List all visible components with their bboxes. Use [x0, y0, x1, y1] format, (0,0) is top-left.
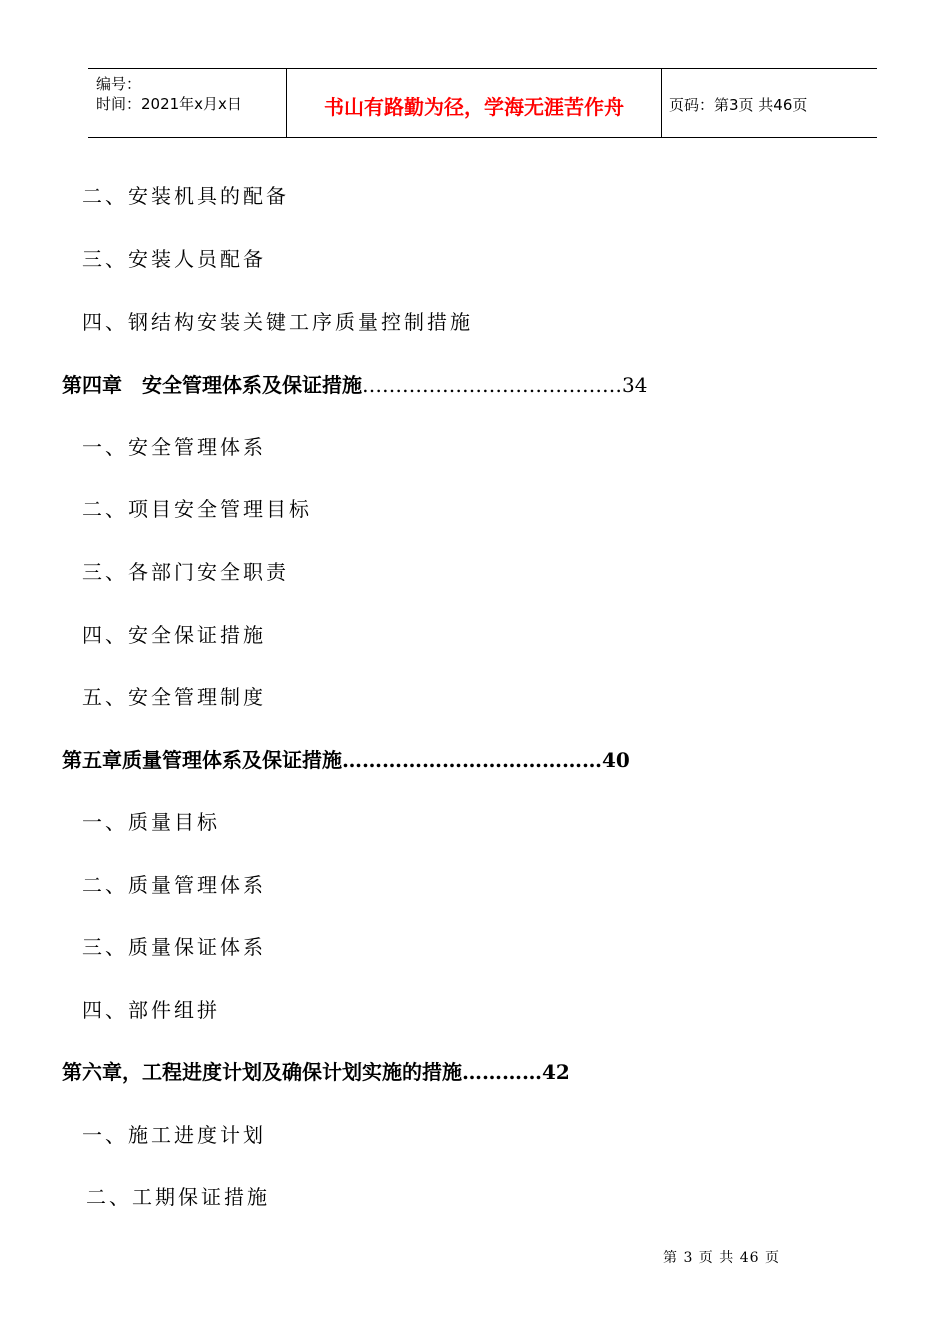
toc-item: 二、项目安全管理目标	[82, 497, 312, 521]
toc-chapter	[62, 1056, 570, 1085]
document-number-label: 编号：	[96, 75, 142, 93]
page-header	[88, 68, 877, 138]
header-page-cell	[661, 69, 877, 137]
toc-item: 二、安装机具的配备	[82, 184, 289, 208]
header-motto: 书山有路勤为径，学海无涯苦作舟	[324, 95, 624, 119]
toc-item: 二、质量管理体系	[82, 873, 266, 897]
toc-item: 三、质量保证体系	[82, 935, 266, 959]
toc-item: 二、工期保证措施	[86, 1185, 270, 1209]
toc-chapter-leader: …………42	[462, 1060, 570, 1084]
toc-item: 四、钢结构安装关键工序质量控制措施	[82, 310, 473, 334]
toc-item: 三、安装人员配备	[82, 247, 266, 271]
toc-chapter-title: 第四章 安全管理体系及保证措施	[62, 373, 362, 397]
toc-item: 一、质量目标	[82, 810, 220, 834]
toc-item: 四、安全保证措施	[82, 623, 266, 647]
toc-chapter-leader: …………………………………40	[342, 748, 630, 772]
toc-item: 五、安全管理制度	[82, 685, 266, 709]
header-meta-cell	[88, 69, 286, 137]
toc-chapter-leader: …………………………………34	[362, 373, 648, 397]
toc-chapter	[62, 744, 630, 773]
header-motto-cell	[286, 69, 662, 137]
toc-chapter-title: 第五章质量管理体系及保证措施	[62, 748, 342, 772]
page-footer: 第 3 页 共 46 页	[663, 1250, 780, 1266]
toc-item: 三、各部门安全职责	[82, 560, 289, 584]
toc-item: 一、施工进度计划	[82, 1123, 266, 1147]
toc-chapter-title: 第六章，工程进度计划及确保计划实施的措施	[62, 1060, 462, 1084]
toc-item: 四、部件组拼	[82, 998, 220, 1022]
header-page-info: 页码：第3页 共46页	[669, 96, 808, 114]
document-time-label: 时间：2021年x月x日	[96, 95, 242, 113]
toc-item: 一、安全管理体系	[82, 435, 266, 459]
toc-chapter	[62, 369, 647, 398]
